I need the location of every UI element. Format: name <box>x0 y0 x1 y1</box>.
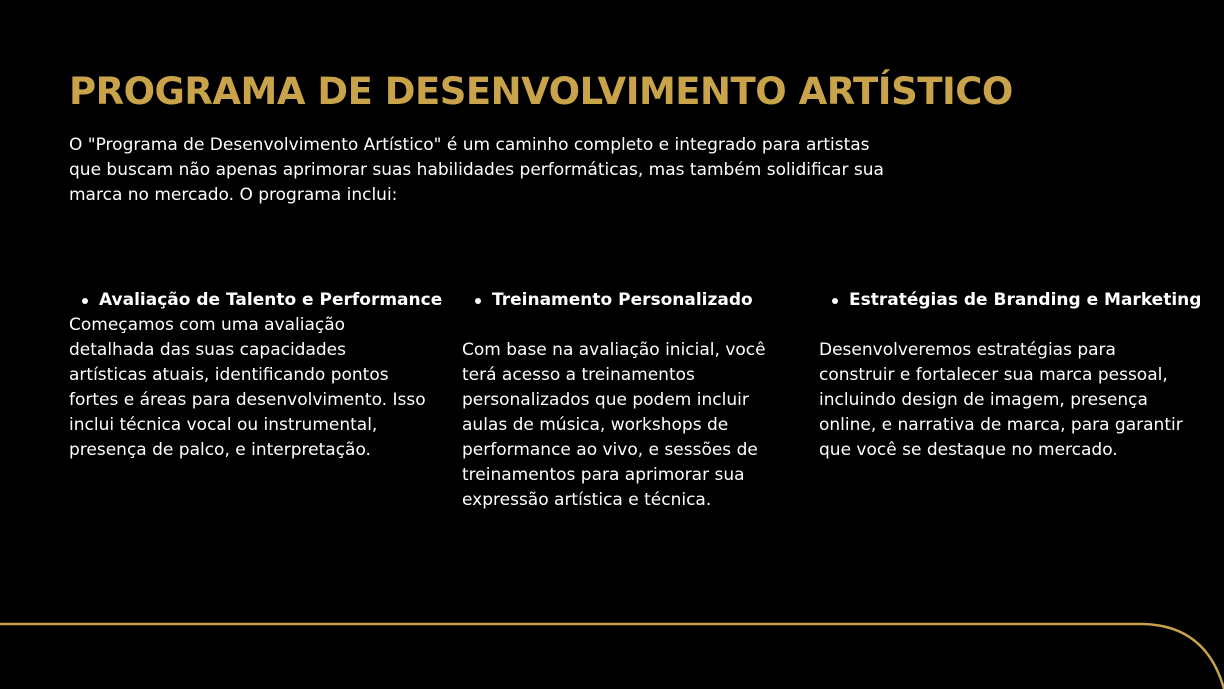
section-body: Com base na avaliação inicial, você terá acesso a treinamentos personalizados que podem incluir aulas de música, workshops de performance ao vivo, e sessões de treinamentos para aprimorar sua expressão artística e técnica. <box>462 340 766 510</box>
section-heading-label: Estratégias de Branding e Marketing <box>849 290 1202 310</box>
gold-line-path <box>0 624 1224 689</box>
section-heading-label: Treinamento Personalizado <box>492 290 753 310</box>
page-title: PROGRAMA DE DESENVOLVIMENTO ARTÍSTICO <box>69 70 1013 113</box>
section-body: Desenvolveremos estratégias para construir e fortalecer sua marca pessoal, incluindo design de imagem, presença online, e narrativa de marca, para garantir que você se destaque no mercado. <box>819 340 1183 460</box>
intro-paragraph: O "Programa de Desenvolvimento Artístico" é um caminho completo e integrado para artistas que buscam não apenas aprimorar suas habilidades performáticas, mas também solidificar sua marca no mercado. O programa inclui: <box>69 135 884 205</box>
section-body: Começamos com uma avaliação detalhada das suas capacidades artísticas atuais, identificando pontos fortes e áreas para desenvolvimento. Isso inclui técnica vocal ou instrumental, presença de palco, e interpretação. <box>69 315 426 460</box>
section-heading-label: Avaliação de Talento e Performance <box>99 290 443 310</box>
